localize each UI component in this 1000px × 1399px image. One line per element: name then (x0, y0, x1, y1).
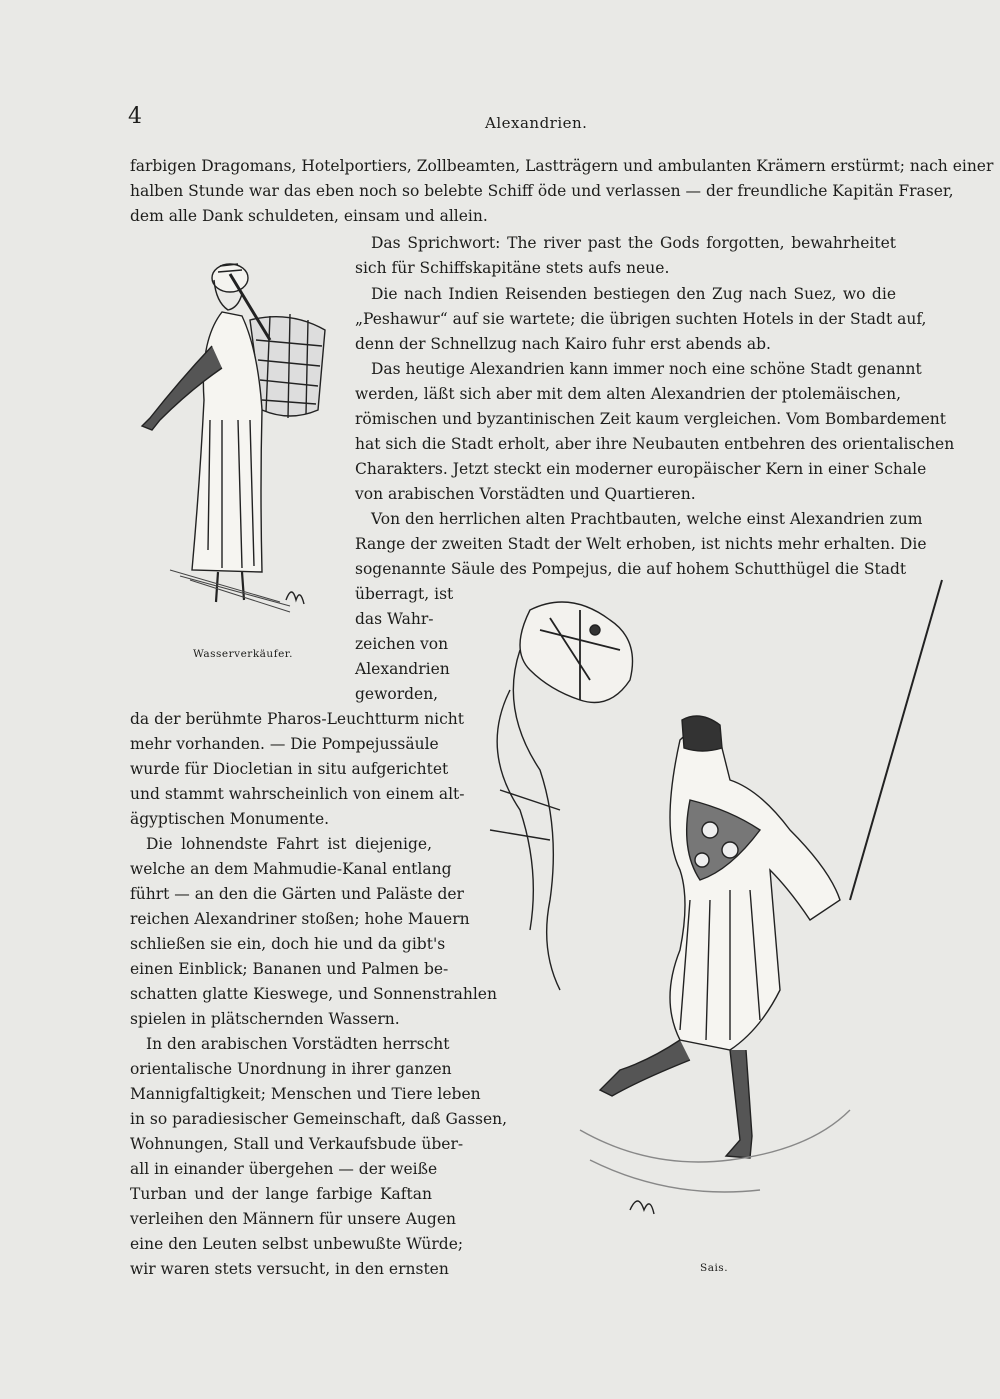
text-line: eine den Leuten selbst unbewußte Würde; (130, 1235, 464, 1253)
water-seller-illustration (130, 250, 340, 650)
text-line: einen Einblick; Bananen und Palmen be- (130, 960, 449, 978)
water-seller-caption: Wasserverkäufer. (193, 648, 294, 660)
text-line: hat sich die Stadt erholt, aber ihre Neubauten entbehren des orientalischen (355, 435, 955, 453)
text-line: Die lohnendste Fahrt ist diejenige, (146, 835, 432, 853)
text-line: schatten glatte Kieswege, und Sonnenstrahlen (130, 985, 497, 1003)
text-line: von arabischen Vorstädten und Quartieren. (355, 485, 696, 503)
text-line: Wohnungen, Stall und Verkaufsbude über- (130, 1135, 464, 1153)
text-line: sogenannte Säule des Pompejus, die auf hohem Schutthügel die Stadt (355, 560, 907, 578)
text-line: wir waren stets versucht, in den ernsten (130, 1260, 449, 1278)
text-line: Die nach Indien Reisenden bestiegen den Zug nach Suez, wo die (371, 285, 896, 303)
text-line: Alexandrien (355, 660, 450, 678)
text-line: wurde für Diocletian in situ aufgerichtet (130, 760, 449, 778)
text-line: Charakters. Jetzt steckt ein moderner europäischer Kern in einer Schale (355, 460, 927, 478)
text-line: all in einander übergehen — der weiße (130, 1160, 438, 1178)
text-line: werden, läßt sich aber mit dem alten Alexandrien der ptolemäischen, (355, 385, 902, 403)
text-line: halben Stunde war das eben noch so belebte Schiff öde und verlassen — der freundliche Kapitän Fraser, (130, 182, 954, 200)
text-line: dem alle Dank schuldeten, einsam und allein. (130, 207, 488, 225)
text-line: Von den herrlichen alten Prachtbauten, welche einst Alexandrien zum (371, 510, 923, 528)
text-line: spielen in plätschernden Wassern. (130, 1010, 400, 1028)
sais-illustration (430, 570, 950, 1260)
text-line: In den arabischen Vorstädten herrscht (146, 1035, 450, 1053)
sais-caption: Sais. (700, 1262, 729, 1274)
text-line: reichen Alexandriner stoßen; hohe Mauern (130, 910, 470, 928)
text-line: „Peshawur“ auf sie wartete; die übrigen suchten Hotels in der Stadt auf, (355, 310, 927, 328)
text-line: zeichen von (355, 635, 449, 653)
text-line: führt — an den die Gärten und Paläste der (130, 885, 464, 903)
text-line: Das heutige Alexandrien kann immer noch eine schöne Stadt genannt (371, 360, 922, 378)
text-line: denn der Schnellzug nach Kairo fuhr erst abends ab. (355, 335, 771, 353)
text-line: welche an dem Mahmudie-Kanal entlang (130, 860, 452, 878)
text-line: Turban und der lange farbige Kaftan (130, 1185, 432, 1203)
running-title: Alexandrien. (485, 114, 588, 132)
text-line: Mannigfaltigkeit; Menschen und Tiere leben (130, 1085, 481, 1103)
text-line: schließen sie ein, doch hie und da gibt's (130, 935, 446, 953)
text-line: Range der zweiten Stadt der Welt erhoben, ist nichts mehr erhalten. Die (355, 535, 927, 553)
page-number: 4 (128, 104, 142, 129)
text-line: ägyptischen Monumente. (130, 810, 330, 828)
text-line: in so paradiesischer Gemeinschaft, daß Gassen, (130, 1110, 508, 1128)
text-line: geworden, (355, 685, 439, 703)
text-line: und stammt wahrscheinlich von einem alt- (130, 785, 465, 803)
text-line: farbigen Dragomans, Hotelportiers, Zollbeamten, Lastträgern und ambulanten Krämern erstürmt; nach einer (130, 157, 994, 175)
text-line: da der berühmte Pharos-Leuchtturm nicht (130, 710, 465, 728)
text-line: römischen und byzantinischen Zeit kaum vergleichen. Vom Bombardement (355, 410, 947, 428)
text-line: mehr vorhanden. — Die Pompejussäule (130, 735, 439, 753)
text-line: Das Sprichwort: The river past the Gods forgotten, bewahrheitet (371, 234, 896, 252)
text-line: verleihen den Männern für unsere Augen (130, 1210, 456, 1228)
text-line: sich für Schiffskapitäne stets aufs neue. (355, 259, 670, 277)
text-line: überragt, ist (355, 585, 454, 603)
text-line: das Wahr- (355, 610, 434, 628)
text-line: orientalische Unordnung in ihrer ganzen (130, 1060, 452, 1078)
